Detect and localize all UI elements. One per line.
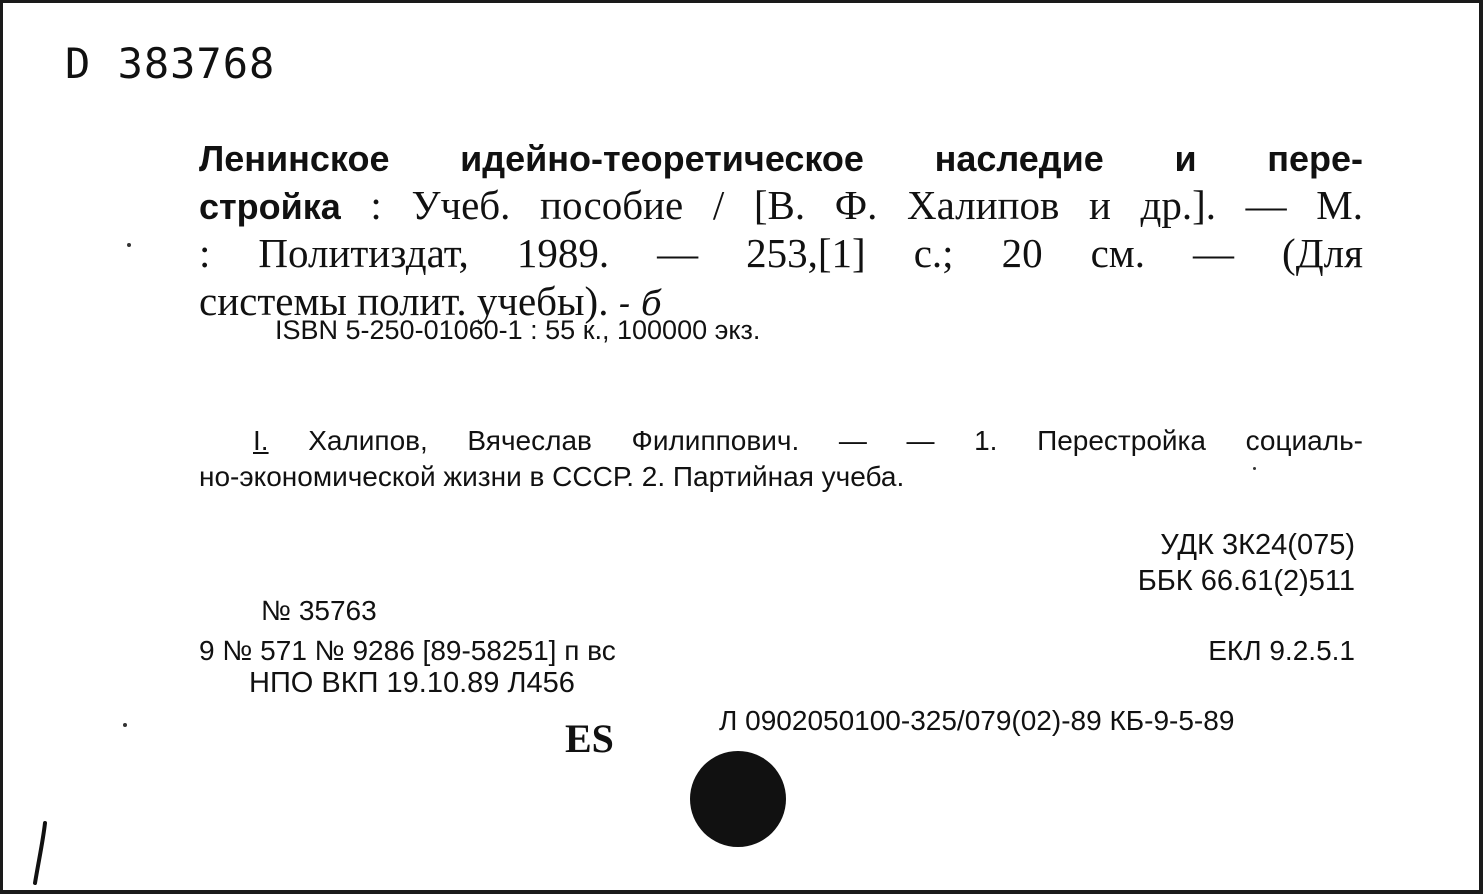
ekl-code: ЕКЛ 9.2.5.1 xyxy=(1208,635,1355,666)
responsibility-statement: : Учеб. пособие / [В. Ф. Халипов и др.]. — М. xyxy=(340,182,1363,228)
main-entry-line-1 xyxy=(199,133,1363,181)
main-entry-line-2 xyxy=(199,181,1363,229)
series-statement: системы полит. учебы). xyxy=(199,278,619,324)
book-title-part-1: Ленинское идейно-теоретическое наследие и пере- xyxy=(199,138,1363,179)
tracing-line-1 xyxy=(199,423,1363,459)
bbk-code: ББК 66.61(2)511 xyxy=(1137,565,1355,597)
publisher-code-line: Л 0902050100-325/079(02)-89 КБ-9-5-89 xyxy=(719,705,1235,736)
handwritten-note: - б xyxy=(618,284,662,324)
tracing-line-2: но-экономической жизни в СССР. 2. Партийная учеба. xyxy=(199,461,905,492)
main-entry xyxy=(199,133,1363,325)
udc-code: УДК 3К24(075) xyxy=(1160,529,1355,561)
isbn-line: ISBN 5-250-01060-1 : 55 к., 100000 экз. xyxy=(275,315,761,345)
call-number: D 383768 xyxy=(65,39,276,88)
tracings xyxy=(199,423,1363,495)
speck-dot xyxy=(1253,467,1256,470)
speck-dot xyxy=(123,723,127,727)
speck-dot xyxy=(127,243,131,247)
punch-hole xyxy=(690,751,786,847)
classification-codes xyxy=(1138,527,1355,599)
order-line: 9 № 571 № 9286 [89-58251] п вс xyxy=(199,635,616,666)
tracing-numeral: I. xyxy=(253,425,269,456)
book-title-part-2: стройка xyxy=(199,186,341,227)
tracing-text-1: Халипов, Вячеслав Филиппович. — — 1. Перестройка социаль- xyxy=(268,425,1363,456)
pencil-stroke-mark xyxy=(27,819,57,889)
es-mark: ES xyxy=(565,716,614,761)
publication-details: : Политиздат, 1989. — 253,[1] с.; 20 см. — (Для xyxy=(199,230,1363,276)
npo-line: НПО ВКП 19.10.89 Л456 xyxy=(249,667,575,699)
inventory-number: № 35763 xyxy=(261,595,377,626)
